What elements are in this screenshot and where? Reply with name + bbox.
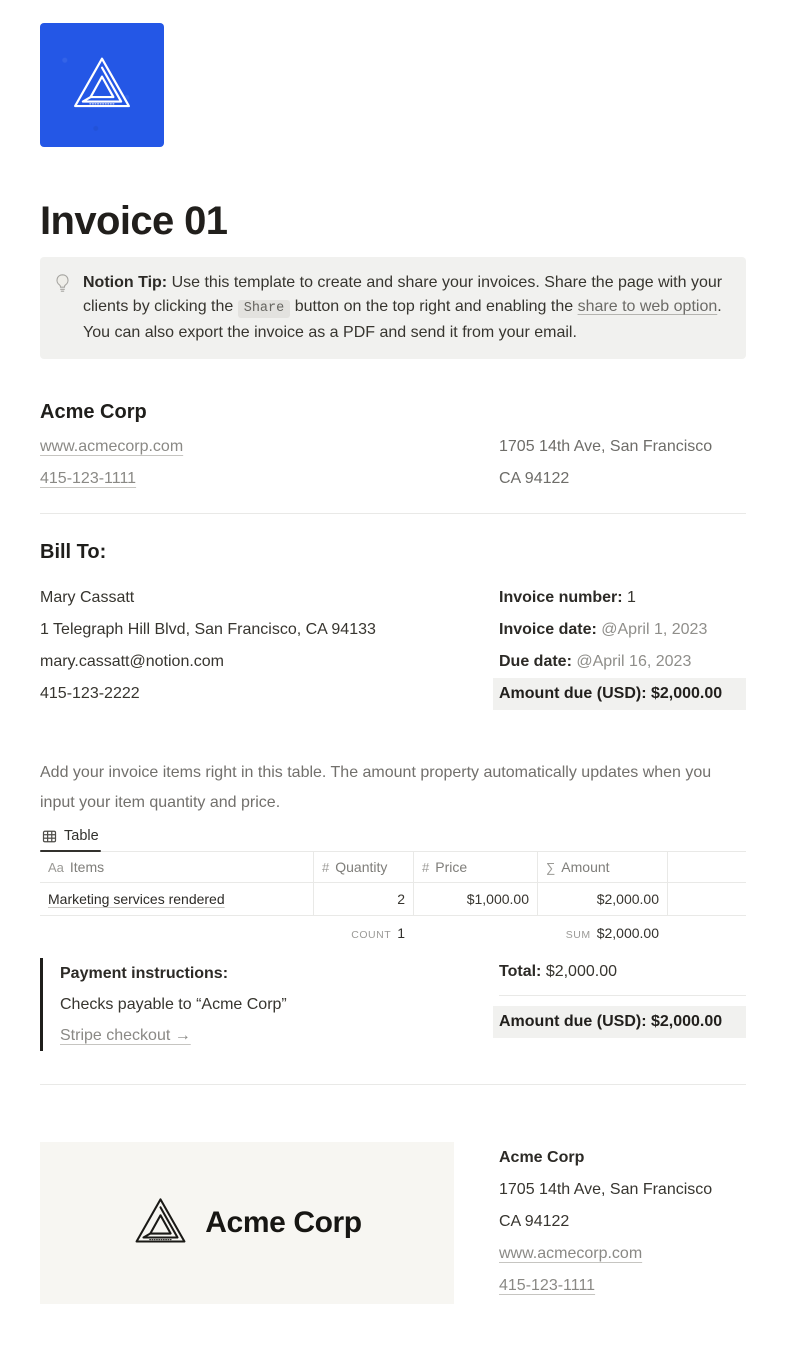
invoice-date-mention[interactable]: @April 1, 2023: [601, 621, 708, 638]
footer-company-column: [499, 1142, 746, 1304]
client-email: mary.cassatt@notion.com: [40, 653, 225, 670]
invoice-number-label: Invoice number:: [499, 589, 623, 606]
sum-calculation[interactable]: [537, 925, 667, 941]
footer-section: [40, 1142, 746, 1304]
page-title: Invoice 01: [40, 199, 228, 243]
blank-cell[interactable]: [667, 883, 746, 915]
invoice-date-row: [499, 614, 746, 646]
payment-instructions-quote: [40, 958, 499, 1051]
company-section: [40, 399, 746, 495]
footer-address-line2: CA 94122: [499, 1213, 570, 1230]
company-address-line1: 1705 14th Ave, San Francisco: [499, 438, 713, 455]
client-address: 1 Telegraph Hill Blvd, San Francisco, CA 94133: [40, 621, 376, 638]
count-calculation[interactable]: [313, 925, 413, 941]
due-date-label: Due date:: [499, 653, 572, 670]
page-cover-logo[interactable]: [40, 23, 164, 147]
company-name-heading: Acme Corp: [40, 401, 147, 423]
footer-brand-column: [40, 1142, 499, 1304]
footer-brand-card: [40, 1142, 454, 1304]
footer-phone-link[interactable]: 415-123-1111: [499, 1277, 596, 1294]
invoice-number-value: 1: [627, 589, 636, 606]
count-label: COUNT: [351, 929, 392, 941]
payment-instructions-heading: Payment instructions:: [60, 965, 229, 982]
due-date-row: [499, 646, 746, 678]
bill-to-section: [40, 539, 746, 710]
column-label-items: Items: [69, 859, 105, 875]
lightbulb-icon: [52, 272, 73, 299]
footer-website-link[interactable]: www.acmecorp.com: [499, 1245, 643, 1262]
totals-divider: [499, 995, 746, 996]
amount-cell[interactable]: $2,000.00: [537, 883, 667, 915]
client-name: Mary Cassatt: [40, 589, 135, 606]
table-row: [40, 883, 746, 916]
invoice-number-row: [499, 582, 746, 614]
client-phone: 415-123-2222: [40, 685, 140, 702]
amount-due-total-row: [499, 1006, 746, 1038]
payment-totals-section: [40, 958, 746, 1051]
tab-table-label: Table: [64, 828, 99, 844]
price-cell[interactable]: $1,000.00: [413, 883, 537, 915]
company-address-line2: CA 94122: [499, 470, 570, 487]
total-row: [499, 958, 746, 986]
share-code-chip: Share: [238, 300, 291, 318]
bill-to-heading: Bill To:: [40, 541, 107, 563]
items-table: [40, 852, 746, 941]
penrose-triangle-icon: [132, 1195, 189, 1252]
stripe-checkout-link[interactable]: Stripe checkout →: [60, 1027, 191, 1044]
item-page-link[interactable]: Marketing services rendered: [48, 891, 225, 907]
number-property-icon: #: [322, 859, 330, 875]
table-header-row: [40, 852, 746, 883]
title-property-icon: Aa: [48, 859, 64, 875]
sum-label: SUM: [565, 929, 591, 941]
column-header-price[interactable]: [413, 852, 537, 882]
client-details-column: [40, 582, 499, 710]
share-to-web-link[interactable]: share to web option: [577, 298, 718, 315]
section-divider: [40, 1084, 746, 1085]
column-label-quantity: Quantity: [335, 859, 388, 875]
tip-bold-label: Notion Tip:: [83, 274, 168, 291]
company-address-column: [499, 431, 746, 495]
table-calculations-row: [40, 916, 746, 941]
company-links-column: [40, 431, 499, 495]
sum-value: $2,000.00: [596, 925, 659, 941]
database-view-tabs: [40, 824, 746, 852]
tip-text: [83, 271, 730, 345]
footer-brand-name: Acme Corp: [205, 1206, 362, 1239]
section-divider: [40, 513, 746, 514]
company-website-link[interactable]: www.acmecorp.com: [40, 438, 184, 455]
tip-text-part3: . You can also export the invoice as a PDF and send it from your email.: [83, 298, 722, 341]
column-header-quantity[interactable]: [313, 852, 413, 882]
table-description: Add your invoice items right in this table. The amount property automatically updates when you input your item quantity and price.: [40, 764, 712, 811]
column-header-items[interactable]: [40, 852, 313, 882]
penrose-triangle-icon: [70, 54, 134, 117]
amount-due-row: [499, 678, 746, 710]
footer-company-name: Acme Corp: [499, 1149, 585, 1166]
formula-property-icon: ∑: [546, 859, 556, 875]
amount-due-total-highlight: Amount due (USD): $2,000.00: [493, 1006, 746, 1038]
item-name-cell[interactable]: [40, 883, 313, 915]
quantity-cell[interactable]: 2: [313, 883, 413, 915]
column-header-blank[interactable]: [667, 852, 746, 882]
column-header-amount[interactable]: [537, 852, 667, 882]
invoice-date-label: Invoice date:: [499, 621, 597, 638]
amount-due-highlight: Amount due (USD): $2,000.00: [493, 678, 746, 710]
company-phone-link[interactable]: 415-123-1111: [40, 470, 137, 487]
count-value: 1: [397, 925, 405, 941]
tab-table-view[interactable]: [40, 824, 101, 851]
table-grid-icon: [42, 829, 57, 844]
payment-instructions-line: Checks payable to “Acme Corp”: [60, 996, 287, 1013]
tip-text-part2: button on the top right and enabling the: [290, 298, 578, 315]
notion-tip-callout: [40, 257, 746, 359]
column-label-price: Price: [435, 859, 468, 875]
footer-address-line1: 1705 14th Ave, San Francisco: [499, 1181, 713, 1198]
tip-text-part1: Use this template to create and share your invoices. Share the page with your clients by clicking the: [83, 274, 723, 315]
total-label: Total:: [499, 963, 542, 980]
number-property-icon: #: [422, 859, 430, 875]
column-label-amount: Amount: [561, 859, 610, 875]
due-date-mention[interactable]: @April 16, 2023: [576, 653, 692, 670]
invoice-meta-column: [499, 582, 746, 710]
total-value: $2,000.00: [545, 963, 617, 980]
totals-column: [499, 958, 746, 1051]
